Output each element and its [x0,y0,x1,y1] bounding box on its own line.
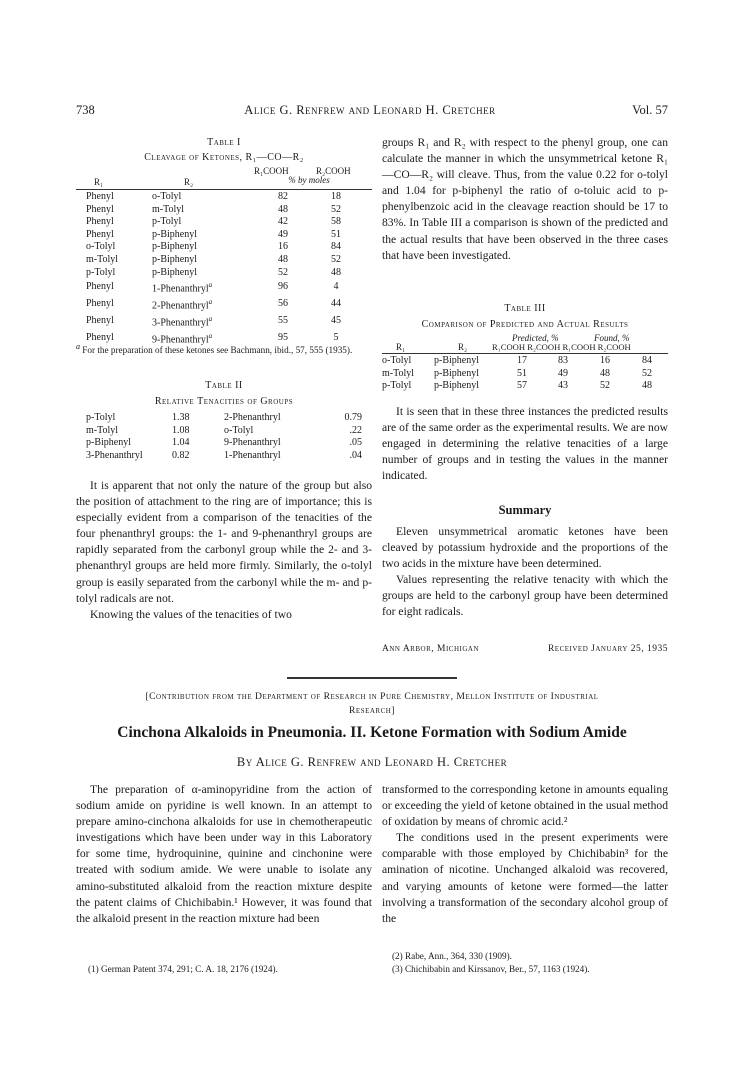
table3-row [382,368,668,381]
table2-group: 9-Phenanthryl [224,437,281,449]
contribution-line-1: [Contribution from the Department of Research in Pure Chemistry, Mellon Institute of Industrial [145,691,599,702]
table3-r2: p-Biphenyl [434,380,479,392]
table3-pred-r1: 17 [517,355,527,366]
table1-r1cooh: 49 [278,228,288,240]
table3-predicted: Predicted, % [512,333,559,343]
table3-pred-r2: 43 [558,380,568,392]
running-title: Alice G. Renfrew and Leonard H. Cretcher [244,103,496,117]
table1-r1cooh: 16 [278,241,288,253]
table1-r1cooh: 42 [278,216,288,228]
table2-value: 0.82 [172,449,190,461]
article-title: Cinchona Alkaloids in Pneumonia. II. Ketone Formation with Sodium Amide [117,724,627,741]
table1-r1: Phenyl [86,281,114,293]
table3-caption: Comparison of Predicted and Actual Results [421,319,629,330]
table1-r2cooh: 84 [331,241,341,253]
table3-r2: p-Biphenyl [434,355,479,366]
table2-value: .22 [349,424,362,436]
table1-r2: m-Tolyl [152,203,185,215]
table3-label: Table III [504,303,546,314]
table1-row [86,296,362,313]
footnote-3: (3) Chichibabin and Kirssanov, Ber., 57, 1163 (1924). [392,964,590,974]
table1-r1cooh: 95 [278,332,288,344]
table3-pred-r1: 51 [517,367,527,379]
table2-value: 1.04 [172,437,190,449]
table1-r2: p-Biphenyl [152,228,197,240]
table1-r1cooh: 48 [278,253,288,265]
table3-found-r1: 16 [600,355,610,366]
table1-r1: Phenyl [86,216,114,228]
table1-row [86,216,362,229]
left-column-text [76,478,372,623]
received-date: Received January 25, 1935 [547,644,668,654]
table1-row [86,254,362,267]
table1-col-r2cooh: R₂COOH [316,166,351,176]
table2-group: 3-Phenanthryl [86,449,143,461]
table2-row [86,450,362,463]
table2-value: .05 [349,437,362,449]
table2-group: m-Tolyl [86,424,119,436]
table1-r1cooh: 48 [278,203,288,215]
table1-row [86,229,362,242]
table1-r2: p-Biphenyl [152,253,197,265]
table1-r2: 2-Phenanthryl$^a$ [152,298,213,312]
table3-r2: p-Biphenyl [434,367,479,379]
table3-col-r2: R₂ [458,342,468,352]
table2-value: 1.08 [172,424,190,436]
table1-r1: Phenyl [86,298,114,310]
table1-r1cooh: 96 [278,281,288,293]
article2-right-paragraph-1: transformed to the corresponding ketone in amounts equaling or exceeding the yield of ketone obtained in the usual method of oxidation by means of chromic acid.² [382,783,668,829]
article2-left-column [76,782,372,927]
table3-rule [382,353,668,354]
table3-body [382,355,668,393]
table1-r2: 9-Phenanthryl$^a$ [152,331,213,346]
table1-label: Table I [207,137,241,148]
table2-value: 1.38 [172,412,190,423]
table2-group: 2-Phenanthryl [224,412,281,423]
right-column-text-2 [382,404,668,484]
table3-found-r2: 84 [642,355,652,366]
table1-r1: Phenyl [86,332,114,344]
footnote-1: (1) German Patent 374, 291; C. A. 18, 2176 (1924). [88,964,278,974]
table2-value: .04 [349,449,362,461]
left-paragraph-1: It is apparent that not only the nature of the group but also the position of attachment to the ring are of importance; this is especially evident from a comparison of the tenacities of the four phenanthryl groups: the 1- and 9-phenanthryl groups are rapidly separated from the carbonyl group while the 2- and 3-phenanthryl groups are held more firmly. Similarly, the o-tolyl group is easily separated from the carbonyl while the m- and p-tolyl radicals are not. [76,479,372,605]
table2-row [86,425,362,438]
contribution-line-2: Research] [349,705,395,716]
article2-left-paragraph: The preparation of α-aminopyridine from the action of sodium amide on pyridine is well known. In an attempt to prepare amino-cinchona alkaloids for use in chemotherapeutic investigations which have been under way in this Laboratory for some time, hydroquinine, quinine and cinchonine were treated with sodium amide. We were unable to isolate any amino-substituted alkaloid from the reaction mixture despite the patent claims of Chichibabin.¹ However, it was found that the alkaloid present in the reaction mixture had been [76,783,372,925]
table2-group: p-Biphenyl [86,437,131,449]
table1-r1: Phenyl [86,228,114,240]
table1-r1: m-Tolyl [86,253,119,265]
table1-r2cooh: 48 [331,266,341,278]
article2-right-column [382,782,668,927]
table1-footnote: a For the preparation of these ketones see Bachmann, ibid., 57, 555 (1935). [76,342,353,356]
table1-footnote-text: For the preparation of these ketones see Bachmann, ibid., 57, 555 (1935). [82,345,353,356]
table1-col-r1cooh: R₁COOH [254,166,289,176]
right-column-text [382,135,668,264]
table1-r1cooh: 52 [278,266,288,278]
table3-r1: m-Tolyl [382,367,415,379]
table2-caption: Relative Tenacities of Groups [154,396,294,407]
table2-label: Table II [205,380,243,391]
table1-r2cooh: 4 [333,281,339,293]
table1-col-r2: R₂ [184,177,194,187]
table1-r1: p-Tolyl [86,266,116,278]
table1-r2cooh: 52 [331,253,341,265]
table1-col-r1: R₁ [94,177,104,187]
table3-sub-header: R₁COOH R₂COOH R₁COOH R₂COOH [492,342,631,352]
table3-found-r2: 48 [642,380,652,392]
table1-r2: p-Biphenyl [152,266,197,278]
summary-text [382,524,668,621]
table1-caption: Cleavage of Ketones, R₁—CO—R₂ [144,152,304,163]
table1-r2cooh: 18 [331,191,341,202]
table3-head [382,333,668,353]
table1-r1: Phenyl [86,203,114,215]
volume-label: Vol. 57 [632,103,668,117]
table1-row [86,313,362,330]
article-authors: By Alice G. Renfrew and Leonard H. Cretcher [236,755,508,769]
table2-value: 0.79 [344,412,362,423]
table3-found-r2: 52 [642,367,652,379]
table1-body [86,191,362,347]
summary-heading: Summary [498,503,552,517]
table3-found-r1: 48 [600,367,610,379]
table3-col-r1: R₁ [396,342,406,352]
footnote-2: (2) Rabe, Ann., 364, 330 (1909). [392,951,512,961]
table2-group: p-Tolyl [86,412,116,423]
summary-paragraph-1: Eleven unsymmetrical aromatic ketones have been cleaved by potassium hydroxide and the proportions of the two acids in the mixture have been determined. [382,525,668,571]
table1-r1: o-Tolyl [86,241,116,253]
table3-pred-r2: 83 [558,355,568,366]
table1-col-unit: % by moles [288,175,330,185]
table2-row [86,437,362,450]
table3-row [382,380,668,393]
table3-row [382,355,668,368]
table3-pred-r2: 49 [558,367,568,379]
table1-r2cooh: 5 [333,332,339,344]
table1-r2: p-Biphenyl [152,241,197,253]
table1-r1cooh: 82 [278,191,288,202]
table1-row [86,279,362,296]
table1-row [86,267,362,280]
table1-r2cooh: 51 [331,228,341,240]
left-paragraph-2: Knowing the values of the tenacities of two [90,607,292,621]
table1-head [76,166,372,188]
table1-r1: Phenyl [86,315,114,327]
table2-body [86,412,362,462]
table1-row [86,191,362,204]
table2-row [86,412,362,425]
table1-row [86,241,362,254]
table1-r1cooh: 55 [278,315,288,327]
table2-group: 1-Phenanthryl [224,449,281,461]
right-paragraph-2: It is seen that in these three instances the predicted results are of the same order as the experimental results. We are now engaged in determining the relative tenacities of a large number of groups and in testing the values in the manner indicated. [382,405,668,483]
table1-r2: 1-Phenanthryl$^a$ [152,281,213,295]
table1-r2: 3-Phenanthryl$^a$ [152,315,213,329]
article2-right-paragraph-2: The conditions used in the present experiments were comparable with those employed by Chichibabin³ for the amination of nicotine. Unchanged alkaloid was recovered, and varying amounts of ketone were formed—the latter involving a transformation of the secondary alcohol group of the [382,831,668,925]
page-number: 738 [76,103,95,117]
summary-paragraph-2: Values representing the relative tenacity with which the groups are held to the carbonyl group have been determined for eight radicals. [382,573,668,619]
table1-r2cooh: 44 [331,298,341,310]
table3-pred-r1: 57 [517,380,527,392]
right-paragraph-1: groups R₁ and R₂ with respect to the phenyl group, one can calculate the manner in which the unsymmetrical ketone R₁—CO—R₂ will cleave. Thus, from the value 0.22 for o-tolyl and 1.04 for p-biphenyl the ratio of o-toluic acid to p-phenylbenzoic acid in the cleavage reaction should be 17 to 83%. In Table III a comparison is shown of the predicted and the actual results that have been observed in the three cases that have been investigated. [382,136,668,262]
table1-r1: Phenyl [86,191,114,202]
table2-group: o-Tolyl [224,424,254,436]
table1-r1cooh: 56 [278,298,288,310]
table1-rule [76,189,372,190]
location: Ann Arbor, Michigan [382,644,479,654]
article-separator [287,677,457,679]
table1-row [86,204,362,217]
table1-r2cooh: 52 [331,203,341,215]
table1-r2cooh: 45 [331,315,341,327]
table3-r1: p-Tolyl [382,380,412,392]
table1-r2: o-Tolyl [152,191,182,202]
table1-r2: p-Tolyl [152,216,182,228]
table3-found: Found, % [594,333,630,343]
table3-found-r1: 52 [600,380,610,392]
table3-r1: o-Tolyl [382,355,412,366]
table1-r2cooh: 58 [331,216,341,228]
